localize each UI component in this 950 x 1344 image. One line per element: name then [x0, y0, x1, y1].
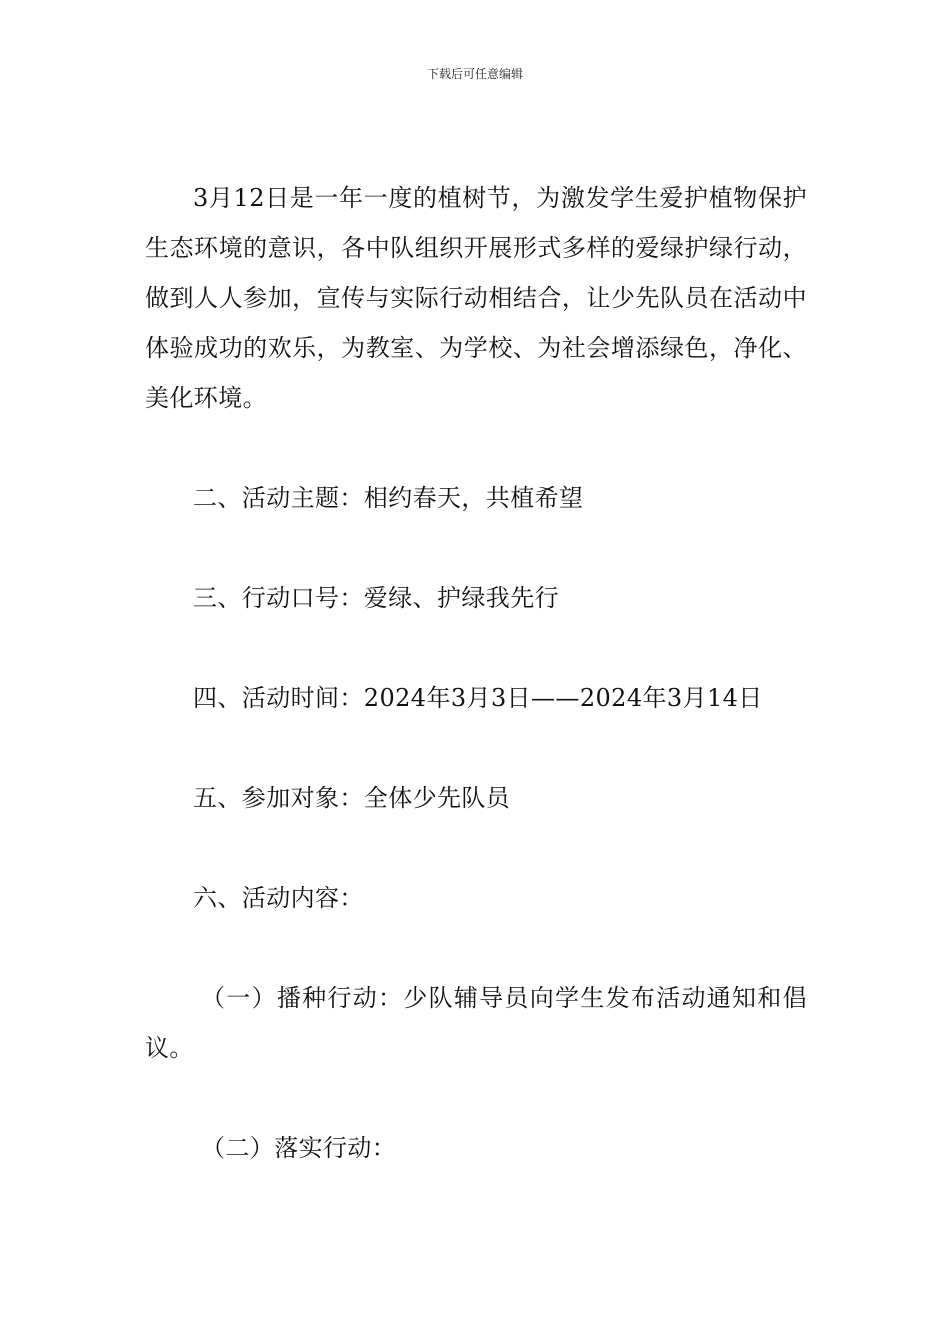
- subsection-sowing: （一）播种行动：少队辅导员向学生发布活动通知和倡议。: [145, 984, 807, 1062]
- section-target: 五、参加对象：全体少先队员: [193, 784, 511, 812]
- page-header-note: 下载后可任意编辑: [426, 67, 523, 81]
- subsection-implementation: （二）落实行动：: [201, 1134, 397, 1162]
- section-content-heading: 六、活动内容：: [193, 884, 364, 912]
- intro-paragraph: 3月12日是一年一度的植树节，为激发学生爱护植物保护生态环境的意识，各中队组织开展形式多样的爱绿护绿行动，做到人人参加，宣传与实际行动相结合，让少先队员在活动中体验成功的欢乐，为教室、为学校、为社会增添绿色，净化、美化环境。: [145, 184, 807, 412]
- section-time: 四、活动时间：2024年3月3日——2024年3月14日: [193, 684, 763, 712]
- section-slogan: 三、行动口号：爱绿、护绿我先行: [193, 584, 559, 612]
- section-theme: 二、活动主题：相约春天，共植希望: [193, 484, 584, 512]
